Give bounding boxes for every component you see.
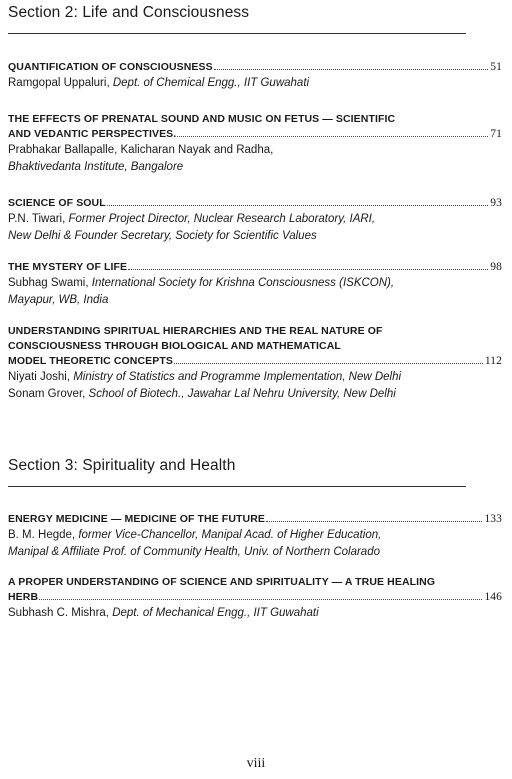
entry-title: CONSCIOUSNESS THROUGH BIOLOGICAL AND MATHEMATICAL <box>8 340 341 352</box>
page-number: 112 <box>484 355 502 367</box>
entry-title-line <box>8 127 502 142</box>
section-heading: Section 3: Spirituality and Health <box>8 457 236 474</box>
dot-leader <box>39 598 482 600</box>
entry-title-line <box>8 512 502 527</box>
entry-authors <box>8 75 502 92</box>
entry-authors <box>8 527 502 561</box>
toc-entry[interactable] <box>8 60 502 92</box>
entry-title: MODEL THEORETIC CONCEPTS <box>8 355 173 367</box>
entry-title-line <box>8 260 502 275</box>
dot-leader <box>266 520 482 522</box>
page-number: 146 <box>484 591 502 603</box>
dot-leader <box>174 362 483 364</box>
entry-title-line <box>8 354 502 369</box>
author-name: Niyati Joshi, <box>8 371 74 383</box>
section-heading: Section 2: Life and Consciousness <box>8 4 250 21</box>
author-affiliation: Manipal & Affiliate Prof. of Community Health, Univ. of Northern Colarado <box>8 546 380 558</box>
page-footer-number: viii <box>246 756 266 771</box>
author-name: Sonam Grover, <box>8 388 89 400</box>
toc-entry[interactable] <box>8 324 502 403</box>
author-affiliation: School of Biotech., Jawahar Lal Nehru University, New Delhi <box>88 388 396 400</box>
page-number: 133 <box>484 513 502 525</box>
toc-entry[interactable] <box>8 575 502 622</box>
toc-entry[interactable] <box>8 512 502 561</box>
page-number: 93 <box>490 197 502 209</box>
dot-leader <box>177 135 488 137</box>
entry-authors <box>8 142 502 176</box>
page-number: 98 <box>490 261 502 273</box>
page-number: 51 <box>490 61 502 73</box>
toc-entry[interactable] <box>8 112 502 176</box>
dot-leader <box>107 204 489 206</box>
author-name: Subhag Swami, <box>8 277 92 289</box>
author-affiliation: Ministry of Statistics and Programme Implementation, New Delhi <box>73 371 402 383</box>
section-rule <box>8 486 466 487</box>
entry-title-line <box>8 196 502 211</box>
page-number: 71 <box>490 128 502 140</box>
section-rule <box>8 33 466 34</box>
entry-title: THE EFFECTS OF PRENATAL SOUND AND MUSIC ON FETUS — SCIENTIFIC <box>8 113 396 125</box>
author-name: B. M. Hegde, <box>8 529 79 541</box>
author-affiliation: Dept. of Chemical Engg., IIT Guwahati <box>112 77 310 89</box>
toc-entry[interactable] <box>8 196 502 245</box>
entry-authors <box>8 211 502 245</box>
author-name: Ramgopal Uppaluri, <box>8 77 113 89</box>
author-affiliation: Former Project Director, Nuclear Research Laboratory, IARI, <box>68 213 376 225</box>
entry-authors <box>8 605 502 622</box>
toc-entry[interactable] <box>8 260 502 309</box>
entry-title: A PROPER UNDERSTANDING OF SCIENCE AND SPIRITUALITY — A TRUE HEALING <box>8 576 436 588</box>
entry-title: QUANTIFICATION OF CONSCIOUSNESS <box>8 61 213 73</box>
entry-title: ENERGY MEDICINE — MEDICINE OF THE FUTURE <box>8 513 265 525</box>
author-name: Prabhakar Ballapalle, Kalicharan Nayak and Radha, <box>8 144 274 156</box>
entry-title: AND VEDANTIC PERSPECTIVES. <box>8 128 177 140</box>
entry-title: THE MYSTERY OF LIFE <box>8 261 128 273</box>
entry-title-line <box>8 60 502 75</box>
entry-title-line <box>8 590 502 605</box>
entry-authors <box>8 369 502 403</box>
author-affiliation: International Society for Krishna Consciousness (ISKCON), <box>91 277 395 289</box>
entry-title: HERB <box>8 591 39 603</box>
dot-leader <box>128 268 488 270</box>
author-affiliation: Bhaktivedanta Institute, Bangalore <box>8 161 184 173</box>
author-name: P.N. Tiwari, <box>8 213 69 225</box>
author-name: Subhash C. Mishra, <box>8 607 113 619</box>
entry-title: SCIENCE OF SOUL <box>8 197 106 209</box>
author-affiliation: former Vice-Chancellor, Manipal Acad. of Higher Education, <box>78 529 382 541</box>
entry-authors <box>8 275 502 309</box>
dot-leader <box>214 68 489 70</box>
entry-title: UNDERSTANDING SPIRITUAL HIERARCHIES AND THE REAL NATURE OF <box>8 325 383 337</box>
author-affiliation: Mayapur, WB, India <box>8 294 109 306</box>
author-affiliation: Dept. of Mechanical Engg., IIT Guwahati <box>112 607 319 619</box>
author-affiliation: New Delhi & Founder Secretary, Society for Scientific Values <box>8 230 317 242</box>
